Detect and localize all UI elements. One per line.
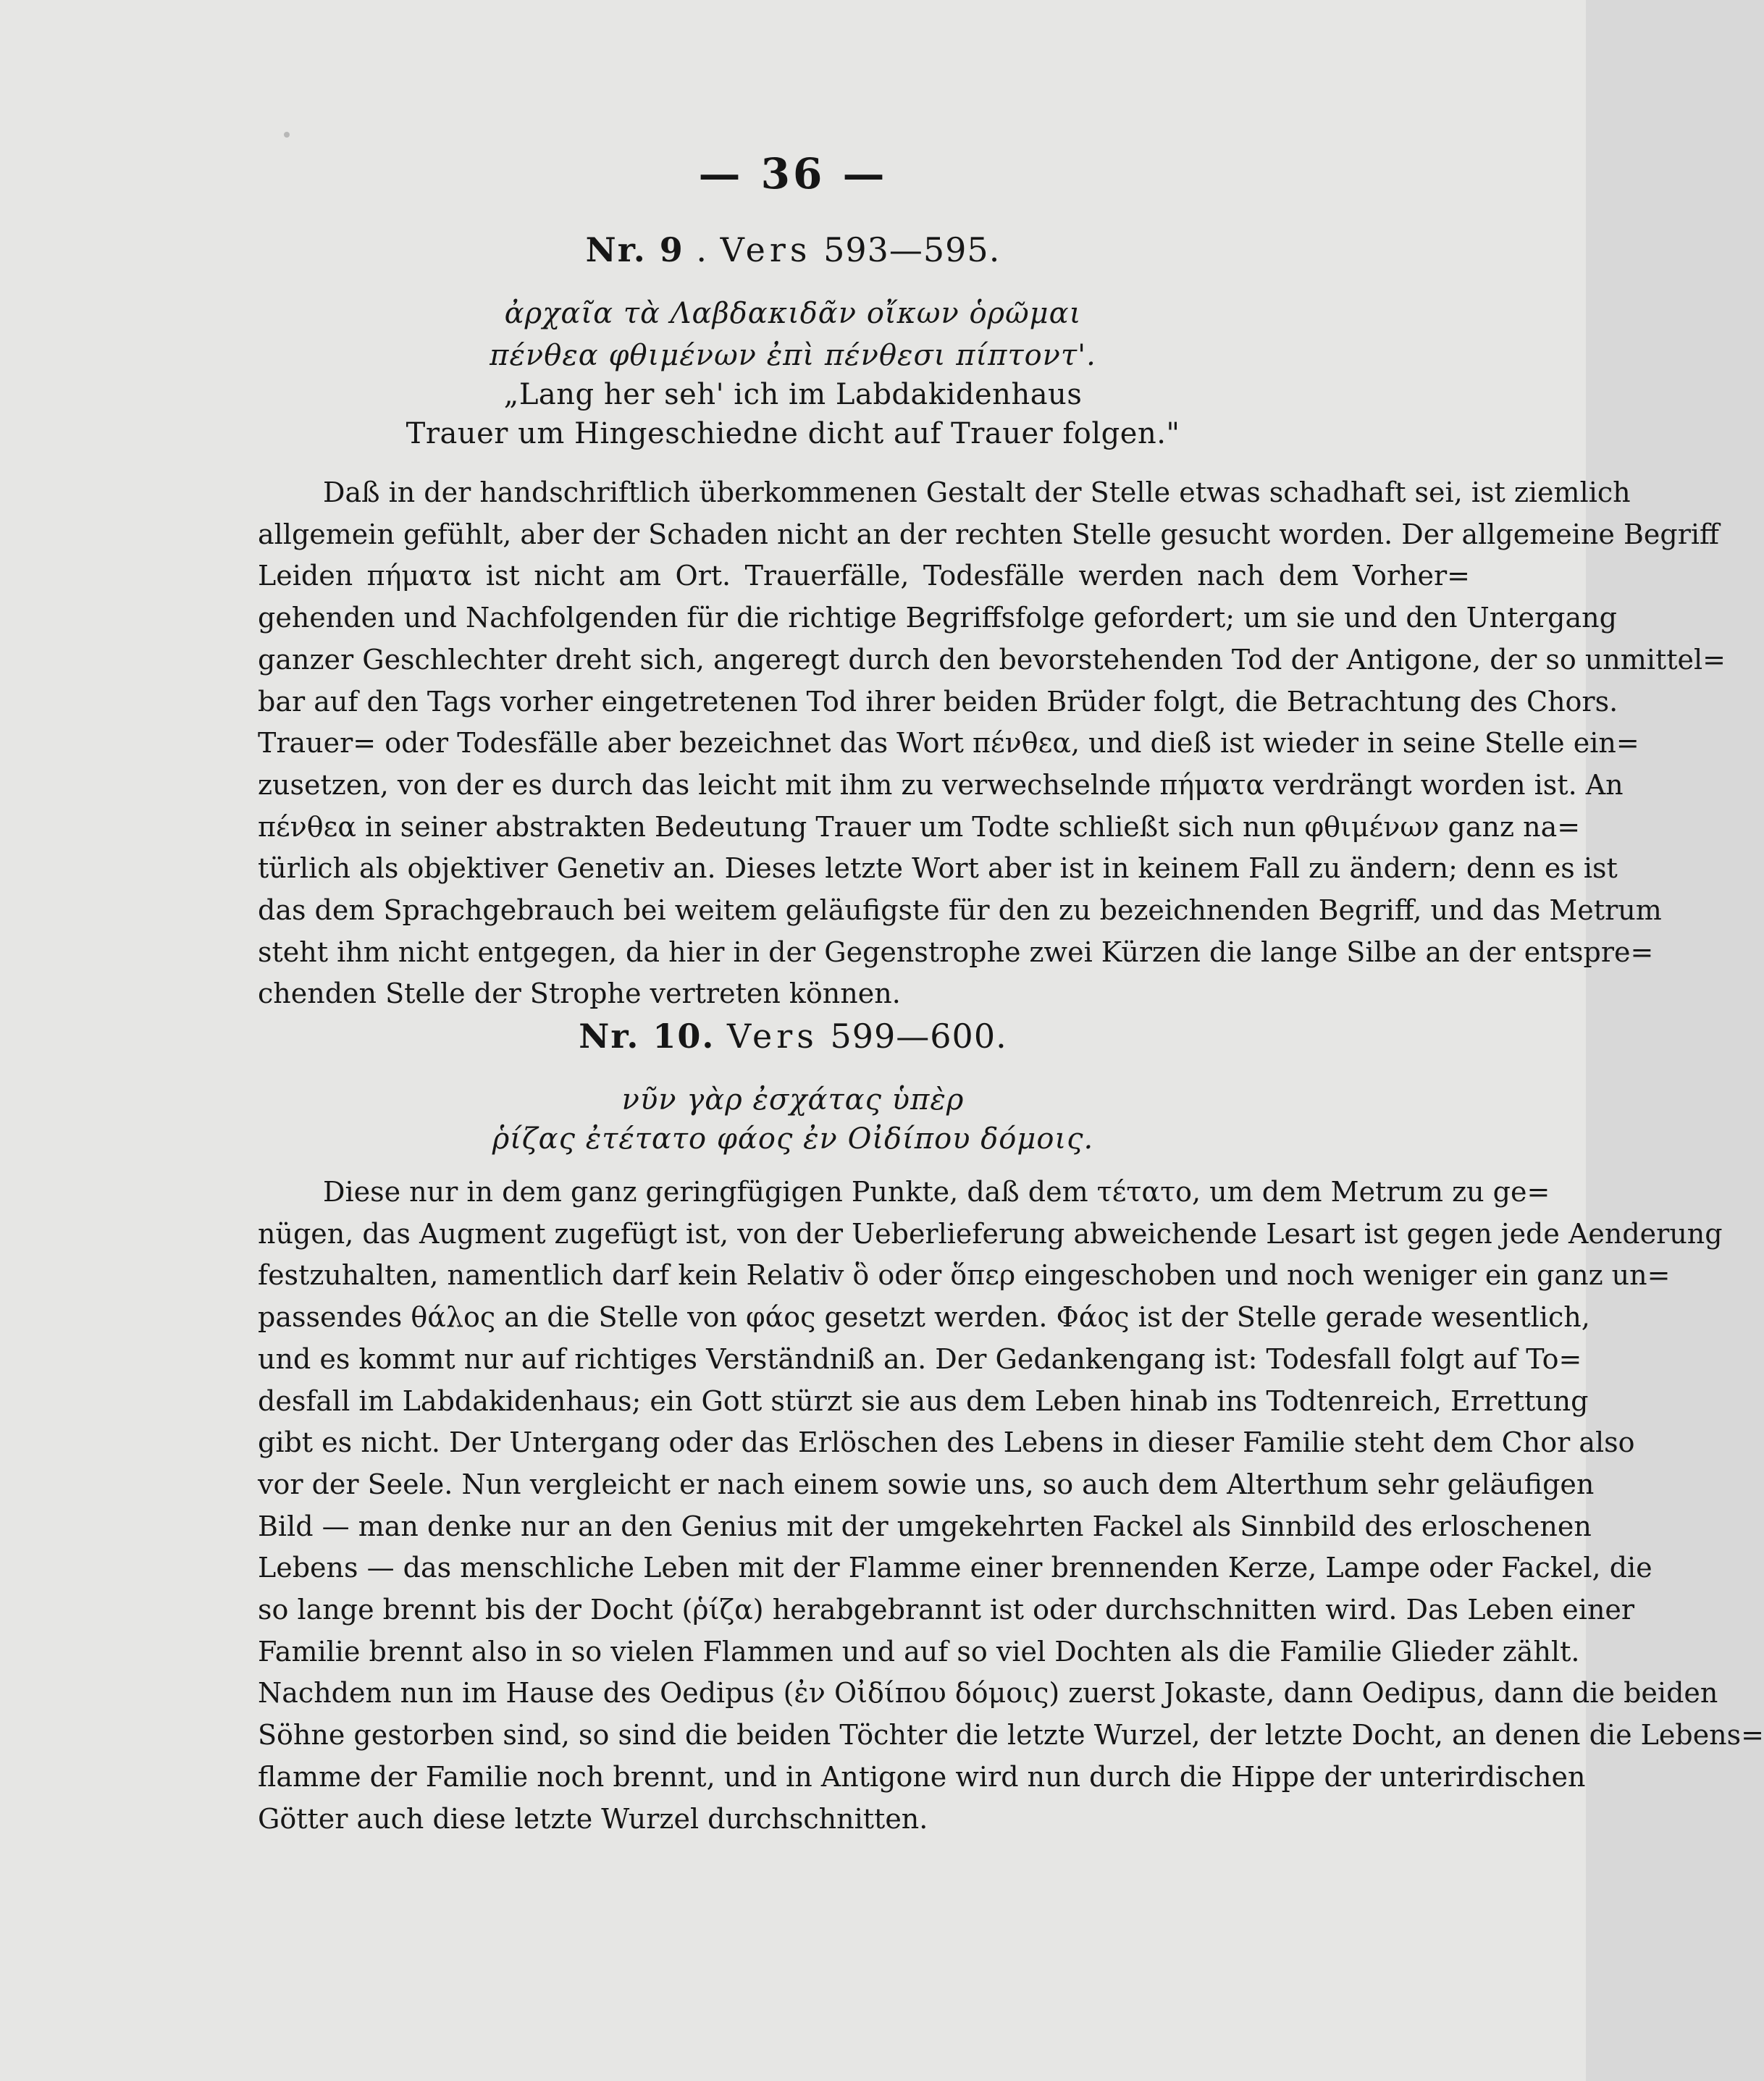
text-line: bar auf den Tags vorher eingetretenen Tod ihrer beiden Brüder folgt, die Betrachtung des Chors. [258,685,1618,718]
text-line: ganzer Geschlechter dreht sich, angeregt durch den bevorstehenden Tod der Antigone, der so unmittel= [258,643,1726,676]
text-line: Götter auch diese letzte Wurzel durchschnitten. [258,1802,928,1835]
commentary-paragraph-2 [258,1172,1764,1840]
greek-verse-line: ἀρχαῖα τὰ Λαβδακιδᾶν οἴκων ὁρῶμαι [504,297,1082,330]
text-line: vor der Seele. Nun vergleicht er nach einem sowie uns, so auch dem Alterthum sehr geläufigen [258,1468,1595,1500]
section-separator: . [696,230,709,269]
text-line: Leiden πήματα ist nicht am Ort. Trauerfälle, Todesfälle werden nach dem Vorher= [258,560,1470,592]
text-line: Lebens — das menschliche Leben mit der Flamme einer brennenden Kerze, Lampe oder Fackel, die [258,1552,1652,1584]
text-line: gibt es nicht. Der Untergang oder das Erlöschen des Lebens in dieser Familie steht dem Chor also [258,1426,1635,1459]
text-line: das dem Sprachgebrauch bei weitem geläufigste für den zu bezeichnenden Begriff, und das Metrum [258,894,1662,927]
text-line: allgemein gefühlt, aber der Schaden nicht an der rechten Stelle gesucht worden. Der allgemeine Begriff [258,518,1720,550]
text-line: Bild — man denke nur an den Genius mit der umgekehrten Fackel als Sinnbild des erloschenen [258,1510,1592,1542]
text-line: festzuhalten, namentlich darf kein Relativ ὃ oder ὅπερ eingeschoben und noch weniger ein ganz un= [258,1259,1671,1292]
text-line: steht ihm nicht entgegen, da hier in der Gegenstrophe zwei Kürzen die lange Silbe an der entspre= [258,936,1654,968]
text-line: Söhne gestorben sind, so sind die beiden Töchter die letzte Wurzel, der letzte Docht, an denen die Lebens= [258,1719,1764,1752]
translation-line: „Lang her seh' ich im Labdakidenhaus [503,378,1083,411]
section-number: Nr. 10. [579,1017,715,1056]
text-line: Nachdem nun im Hause des Oedipus (ἐν Οἰδίπου δόμοις) zuerst Jokaste, dann Oedipus, dann die beiden [258,1677,1718,1710]
section-heading-nr10 [0,1017,1586,1056]
text-line: gehenden und Nachfolgenden für die richtige Begriffsfolge gefordert; um sie und den Untergang [258,602,1617,634]
text-line: so lange brennt bis der Docht (ῥίζα) herabgebrannt ist oder durchschnitten wird. Das Leben einer [258,1594,1635,1626]
text-line: flamme der Familie noch brennt, und in Antigone wird nun durch die Hippe der unterirdischen [258,1760,1586,1793]
translation-line: Trauer um Hingeschiedne dicht auf Trauer folgen." [406,417,1180,450]
text-line: zusetzen, von der es durch das leicht mit ihm zu verwechselnde πήματα verdrängt worden ist. An [258,768,1624,801]
text-line: chenden Stelle der Strophe vertreten können. [258,978,901,1010]
text-line: und es kommt nur auf richtiges Verständniß an. Der Gedankengang ist: Todesfall folgt auf To= [258,1342,1582,1375]
text-line: nügen, das Augment zugefügt ist, von der Ueberlieferung abweichende Lesart ist gegen jede Aenderung [258,1217,1723,1250]
verse-range: 599—600. [830,1017,1007,1056]
greek-verse-line: ῥίζας ἐτέτατο φάος ἐν Οἰδίπου δόμοις. [492,1122,1094,1156]
text-line: Familie brennt also in so vielen Flammen und auf so viel Dochten als die Familie Glieder zählt. [258,1635,1580,1668]
text-line: Diese nur in dem ganz geringfügigen Punkte, daß dem τέτατο, um dem Metrum zu ge= [323,1176,1550,1208]
text-line: πένθεα in seiner abstrakten Bedeutung Trauer um Todte schließt sich nun φθιμένων ganz na= [258,810,1581,843]
greek-verse-line: πένθεα φθιμένων ἐπὶ πένθεσι πίπτοντ'. [490,339,1096,372]
commentary-paragraph-1 [258,472,1726,1015]
verse-label: Vers [720,230,812,269]
text-line: türlich als objektiver Genetiv an. Dieses letzte Wort aber ist in keinem Fall zu ändern; denn es ist [258,852,1618,885]
text-line: desfall im Labdakidenhaus; ein Gott stürzt sie aus dem Leben hinab ins Todtenreich, Errettung [258,1384,1589,1417]
verse-label: Vers [727,1017,818,1056]
verse-range: 593—595. [823,230,1001,269]
greek-verse-line: νῦν γὰρ ἐσχάτας ὑπὲρ [621,1083,965,1117]
text-line: Daß in der handschriftlich überkommenen Gestalt der Stelle etwas schadhaft sei, ist ziemlich [323,476,1631,508]
page-number: — 36 — [698,149,888,198]
section-number: Nr. 9 [585,230,684,269]
paper-speck [284,132,290,138]
text-line: passendes θάλος an die Stelle von φάος gesetzt werden. Φάος ist der Stelle gerade wesentlich, [258,1301,1590,1334]
text-line: Trauer= oder Todesfälle aber bezeichnet das Wort πένθεα, und dieß ist wieder in seine Stelle ein= [258,727,1639,760]
section-heading-nr9 [0,230,1586,269]
